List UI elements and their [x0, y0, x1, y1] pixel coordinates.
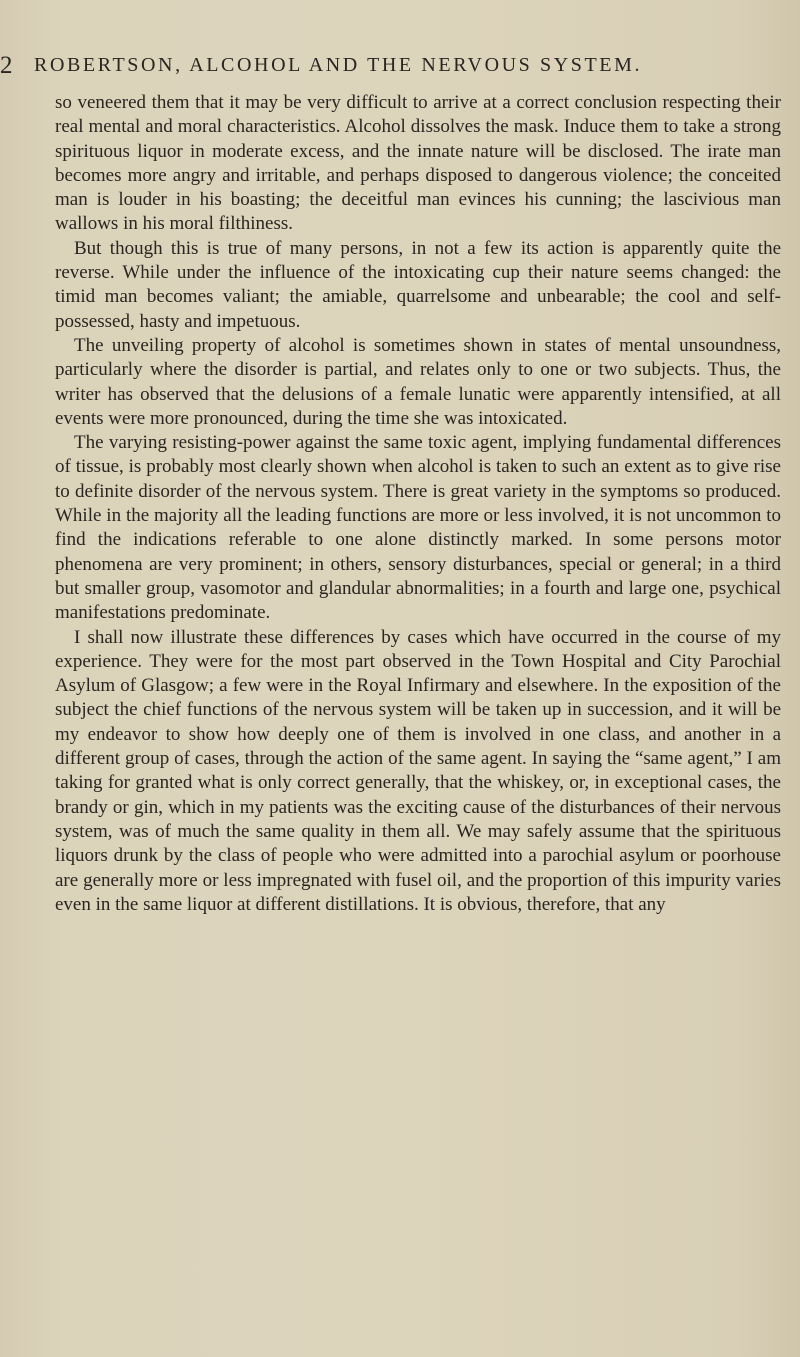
paragraph-3: The unveiling property of alcohol is sometimes shown in states of mental unsoundness, particularly where the disorder is partial, and relates only to one or two subjects. Thus, the writer has observed that the delusions of a female lunatic were apparently intensified, at all events were more pronounced, during the time she was intoxicated. [55, 334, 781, 429]
paragraph-1: so veneered them that it may be very difficult to arrive at a correct conclusion respecting their real mental and moral characteristics. Alcohol dissolves the mask. Induce them to take a strong spirituous liquor in moderate excess, and the innate nature will be disclosed. The irate man becomes more angry and irritable, and perhaps disposed to dangerous violence; the conceited man is louder in his boasting; the deceitful man evinces his cunning; the lascivious man wallows in his moral filthiness. [55, 92, 781, 235]
paragraph-2: But though this is true of many persons, in not a few its action is apparently quite the reverse. While under the influence of the intoxicating cup their nature seems changed: the timid man becomes valiant; the amiable, quarrelsome and unbearable; the cool and self-possessed, hasty and impetuous. [55, 237, 781, 332]
body-text [55, 91, 781, 917]
running-head-title: ROBERTSON, ALCOHOL AND THE NERVOUS SYSTEM. [34, 54, 643, 76]
page-number: 2 [0, 52, 14, 79]
paragraph-4: The varying resisting-power against the same toxic agent, implying fundamental differences of tissue, is probably most clearly shown when alcohol is taken to such an extent as to give rise to definite disorder of the nervous system. There is great variety in the symptoms so produced. While in the majority all the leading functions are more or less involved, it is not uncommon to find the indications referable to one alone distinctly marked. In some persons motor phenomena are very prominent; in others, sensory disturbances, special or general; in a third but smaller group, vasomotor and glandular abnormalities; in a fourth and large one, psychical manifestations predominate. [55, 432, 781, 624]
paragraph-5: I shall now illustrate these differences by cases which have occurred in the course of my experience. They were for the most part observed in the Town Hospital and City Parochial Asylum of Glasgow; a few were in the Royal Infirmary and elsewhere. In the exposition of the subject the chief functions of the nervous system will be taken up in succession, and it will be my endeavor to show how deeply one of them is involved in one class, and another in a different group of cases, through the action of the same agent. In saying the “same agent,” I am taking for granted what is only correct generally, that the whiskey, or, in exceptional cases, the brandy or gin, which in my patients was the exciting cause of the disturbances of their nervous system, was of much the same quality in them all. We may safely assume that the spirituous liquors drunk by the class of people who were admitted into a parochial asylum or poorhouse are generally more or less impregnated with fusel oil, and the proportion of this impurity varies even in the same liquor at different distillations. It is obvious, therefore, that any [55, 626, 781, 915]
running-head [0, 50, 800, 80]
